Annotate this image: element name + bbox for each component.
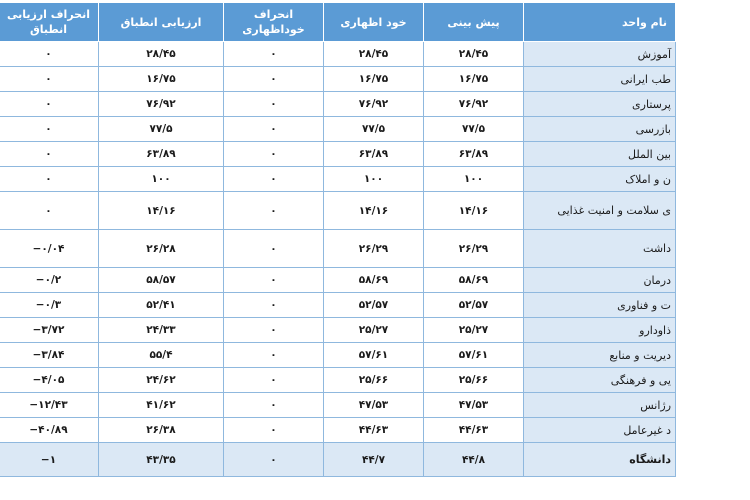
evaluation-table (0, 2, 676, 477)
compliance-deviation-cell: −۳/۸۴ (0, 343, 99, 368)
self-deviation-cell: ۰ (224, 268, 324, 293)
compliance-cell: ۴۳/۳۵ (99, 443, 224, 477)
unit-cell: پرستاری (524, 92, 676, 117)
unit-cell: د غیرعامل (524, 418, 676, 443)
unit-cell: ت و فناوری (524, 293, 676, 318)
self-deviation-cell: ۰ (224, 230, 324, 268)
unit-cell: ی سلامت و امنیت غذایی (524, 192, 676, 230)
self-declaration-cell: ۵۸/۶۹ (324, 268, 424, 293)
self-deviation-cell: ۰ (224, 67, 324, 92)
self-deviation-cell: ۰ (224, 293, 324, 318)
self-declaration-cell: ۵۲/۵۷ (324, 293, 424, 318)
unit-cell: آموزش (524, 42, 676, 67)
self-declaration-cell: ۴۴/۷ (324, 443, 424, 477)
header-compliance: ارزیابی انطباق (99, 3, 224, 42)
compliance-cell: ۴۱/۶۲ (99, 393, 224, 418)
self-declaration-cell: ۲۶/۲۹ (324, 230, 424, 268)
self-deviation-cell: ۰ (224, 443, 324, 477)
unit-cell: داشت (524, 230, 676, 268)
compliance-cell: ۷۶/۹۲ (99, 92, 224, 117)
forecast-cell: ۷۶/۹۲ (424, 92, 524, 117)
forecast-cell: ۲۶/۲۹ (424, 230, 524, 268)
unit-cell: ن و املاک (524, 167, 676, 192)
forecast-cell: ۲۵/۶۶ (424, 368, 524, 393)
header-self-declaration: خود اظهاری (324, 3, 424, 42)
table-row (0, 117, 676, 142)
table-row (0, 167, 676, 192)
self-deviation-cell: ۰ (224, 117, 324, 142)
table-row (0, 343, 676, 368)
compliance-deviation-cell: ۰ (0, 192, 99, 230)
total-row (0, 443, 676, 477)
compliance-cell: ۵۵/۴ (99, 343, 224, 368)
table-row (0, 393, 676, 418)
header-row (0, 3, 676, 42)
self-deviation-cell: ۰ (224, 318, 324, 343)
forecast-cell: ۱۰۰ (424, 167, 524, 192)
table-row (0, 293, 676, 318)
compliance-cell: ۵۲/۴۱ (99, 293, 224, 318)
self-deviation-cell: ۰ (224, 368, 324, 393)
self-declaration-cell: ۱۰۰ (324, 167, 424, 192)
unit-cell: بین الملل (524, 142, 676, 167)
unit-cell: ذاودارو (524, 318, 676, 343)
unit-cell: یی و فرهنگی (524, 368, 676, 393)
compliance-deviation-cell: ۰ (0, 92, 99, 117)
self-declaration-cell: ۱۶/۷۵ (324, 67, 424, 92)
header-forecast: پیش بینی (424, 3, 524, 42)
compliance-cell: ۷۷/۵ (99, 117, 224, 142)
forecast-cell: ۲۸/۴۵ (424, 42, 524, 67)
self-deviation-cell: ۰ (224, 167, 324, 192)
self-deviation-cell: ۰ (224, 142, 324, 167)
self-declaration-cell: ۴۴/۶۳ (324, 418, 424, 443)
self-deviation-cell: ۰ (224, 343, 324, 368)
table-body (0, 42, 676, 477)
compliance-deviation-cell: −۱ (0, 443, 99, 477)
self-declaration-cell: ۴۷/۵۳ (324, 393, 424, 418)
header-unit: نام واحد (524, 3, 676, 42)
self-declaration-cell: ۷۷/۵ (324, 117, 424, 142)
unit-cell: دانشگاه (524, 443, 676, 477)
self-declaration-cell: ۲۵/۶۶ (324, 368, 424, 393)
compliance-deviation-cell: −۰/۲ (0, 268, 99, 293)
compliance-deviation-cell: −۴/۰۵ (0, 368, 99, 393)
forecast-cell: ۴۴/۸ (424, 443, 524, 477)
forecast-cell: ۲۵/۲۷ (424, 318, 524, 343)
self-declaration-cell: ۶۳/۸۹ (324, 142, 424, 167)
unit-cell: دیریت و منابع (524, 343, 676, 368)
header-compliance-deviation: انحراف ارزیابی انطباق (0, 3, 99, 42)
compliance-deviation-cell: −۰/۰۴ (0, 230, 99, 268)
compliance-cell: ۶۳/۸۹ (99, 142, 224, 167)
self-deviation-cell: ۰ (224, 418, 324, 443)
forecast-cell: ۱۶/۷۵ (424, 67, 524, 92)
table-row (0, 142, 676, 167)
compliance-cell: ۵۸/۵۷ (99, 268, 224, 293)
self-declaration-cell: ۵۷/۶۱ (324, 343, 424, 368)
compliance-cell: ۱۰۰ (99, 167, 224, 192)
unit-cell: رژانس (524, 393, 676, 418)
compliance-deviation-cell: ۰ (0, 117, 99, 142)
table-row (0, 67, 676, 92)
table-row (0, 92, 676, 117)
self-deviation-cell: ۰ (224, 192, 324, 230)
header-self-deviation: انحراف خوداظهاری (224, 3, 324, 42)
compliance-cell: ۲۸/۴۵ (99, 42, 224, 67)
table-row (0, 42, 676, 67)
compliance-deviation-cell: −۴۰/۸۹ (0, 418, 99, 443)
self-declaration-cell: ۲۵/۲۷ (324, 318, 424, 343)
forecast-cell: ۱۴/۱۶ (424, 192, 524, 230)
self-deviation-cell: ۰ (224, 92, 324, 117)
compliance-deviation-cell: ۰ (0, 142, 99, 167)
compliance-deviation-cell: ۰ (0, 67, 99, 92)
self-deviation-cell: ۰ (224, 393, 324, 418)
table-row (0, 268, 676, 293)
compliance-deviation-cell: ۰ (0, 42, 99, 67)
compliance-cell: ۱۶/۷۵ (99, 67, 224, 92)
forecast-cell: ۴۴/۶۳ (424, 418, 524, 443)
compliance-cell: ۲۶/۳۸ (99, 418, 224, 443)
compliance-cell: ۱۴/۱۶ (99, 192, 224, 230)
forecast-cell: ۶۳/۸۹ (424, 142, 524, 167)
compliance-cell: ۲۶/۲۸ (99, 230, 224, 268)
table-row (0, 418, 676, 443)
forecast-cell: ۵۸/۶۹ (424, 268, 524, 293)
forecast-cell: ۵۷/۶۱ (424, 343, 524, 368)
unit-cell: درمان (524, 268, 676, 293)
self-declaration-cell: ۱۴/۱۶ (324, 192, 424, 230)
self-declaration-cell: ۲۸/۴۵ (324, 42, 424, 67)
forecast-cell: ۴۷/۵۳ (424, 393, 524, 418)
compliance-deviation-cell: ۰ (0, 167, 99, 192)
table-row (0, 368, 676, 393)
compliance-cell: ۲۴/۳۳ (99, 318, 224, 343)
compliance-deviation-cell: −۰/۳ (0, 293, 99, 318)
forecast-cell: ۷۷/۵ (424, 117, 524, 142)
self-deviation-cell: ۰ (224, 42, 324, 67)
unit-cell: بازرسی (524, 117, 676, 142)
compliance-deviation-cell: −۱۲/۴۳ (0, 393, 99, 418)
forecast-cell: ۵۲/۵۷ (424, 293, 524, 318)
self-declaration-cell: ۷۶/۹۲ (324, 92, 424, 117)
compliance-deviation-cell: −۳/۷۲ (0, 318, 99, 343)
table-row (0, 230, 676, 268)
unit-cell: طب ایرانی (524, 67, 676, 92)
table-row (0, 318, 676, 343)
compliance-cell: ۲۴/۶۲ (99, 368, 224, 393)
table-row (0, 192, 676, 230)
